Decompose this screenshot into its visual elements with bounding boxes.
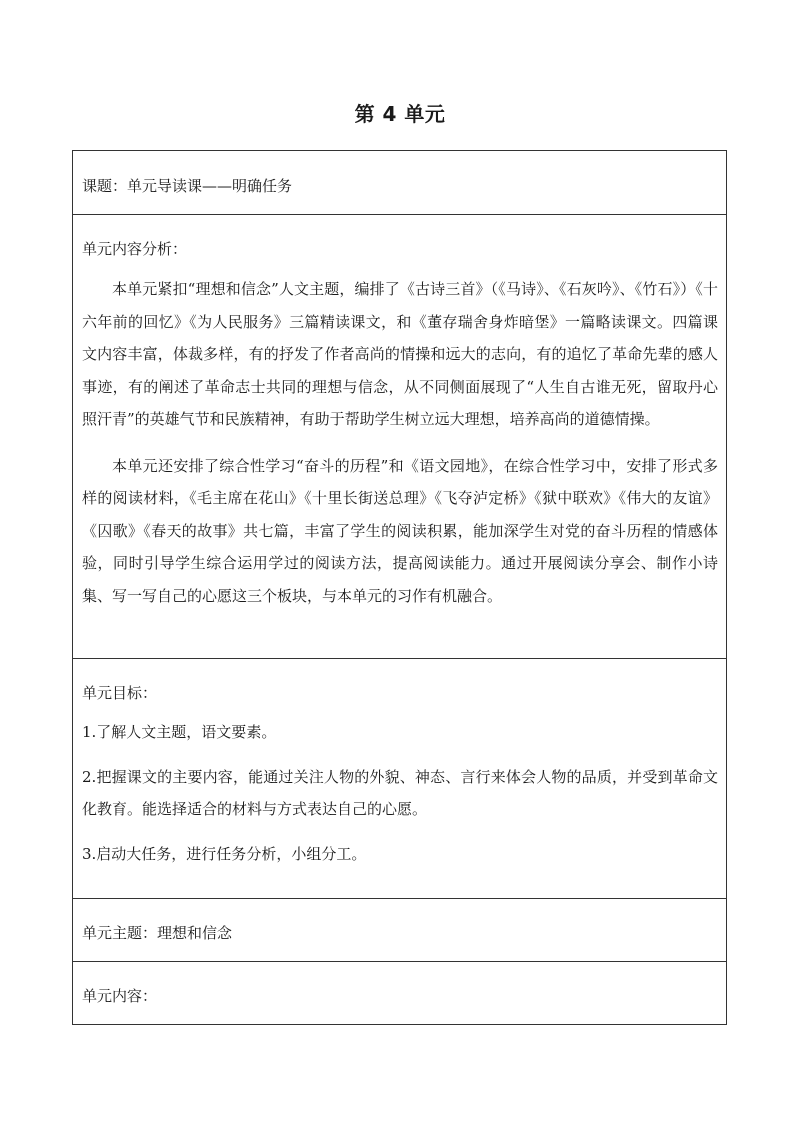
analysis-row [73,214,726,658]
theme-row [73,898,726,961]
page-title: 第 4 单元 [354,102,446,126]
lesson-row [73,151,726,214]
analysis-paragraph: 本单元还安排了综合性学习“奋斗的历程”和《语文园地》，在综合性学习中，安排了形式多样的阅读材料，《毛主席在花山》《十里长街送总理》《飞夺泸定桥》《狱中联欢》《伟大的友谊》《囚歌》《春天的故事》共七篇，丰富了学生的阅读积累，能加深学生对党的奋斗历程的情感体验，同时引导学生综合运用学过的阅读方法，提高阅读能力。通过开展阅读分享会、制作小诗集、写一写自己的心愿这三个板块，与本单元的习作有机融合。 [82,456,718,605]
goals-row [73,658,726,898]
lesson-value: 单元导读课——明确任务 [127,177,293,195]
unit-table [72,150,727,1025]
analysis-heading: 单元内容分析： [82,240,188,258]
analysis-paragraph: 本单元紧扣“理想和信念”人文主题，编排了《古诗三首》（《马诗》、《石灰吟》、《竹石》）《十六年前的回忆》《为人民服务》三篇精读课文，和《董存瑞舍身炸暗堡》一篇略读课文。四篇课文内容丰富，体裁多样，有的抒发了作者高尚的情操和远大的志向，有的追忆了革命先辈的感人事迹，有的阐述了革命志士共同的理想与信念，从不同侧面展现了“人生自古谁无死，留取丹心照汗青”的英雄气节和民族精神，有助于帮助学生树立远大理想，培养高尚的道德情操。 [82,280,718,428]
goal-item: 2.把握课文的主要内容，能通过关注人物的外貌、神态、言行来体会人物的品质，并受到革命文化教育。能选择适合的材料与方式表达自己的心愿。 [82,767,718,818]
content-label: 单元内容： [82,987,158,1005]
goal-item: 1.了解人文主题，语文要素。 [82,723,277,741]
lesson-field [82,174,718,198]
goal-item: 3.启动大任务，进行任务分析，小组分工。 [82,844,367,863]
goals-heading: 单元目标： [82,684,158,702]
theme-label: 单元主题： [82,924,158,942]
content-row [73,961,726,1024]
theme-value: 理想和信念 [157,924,233,942]
lesson-label: 课题： [82,177,128,195]
theme-field [82,921,718,945]
